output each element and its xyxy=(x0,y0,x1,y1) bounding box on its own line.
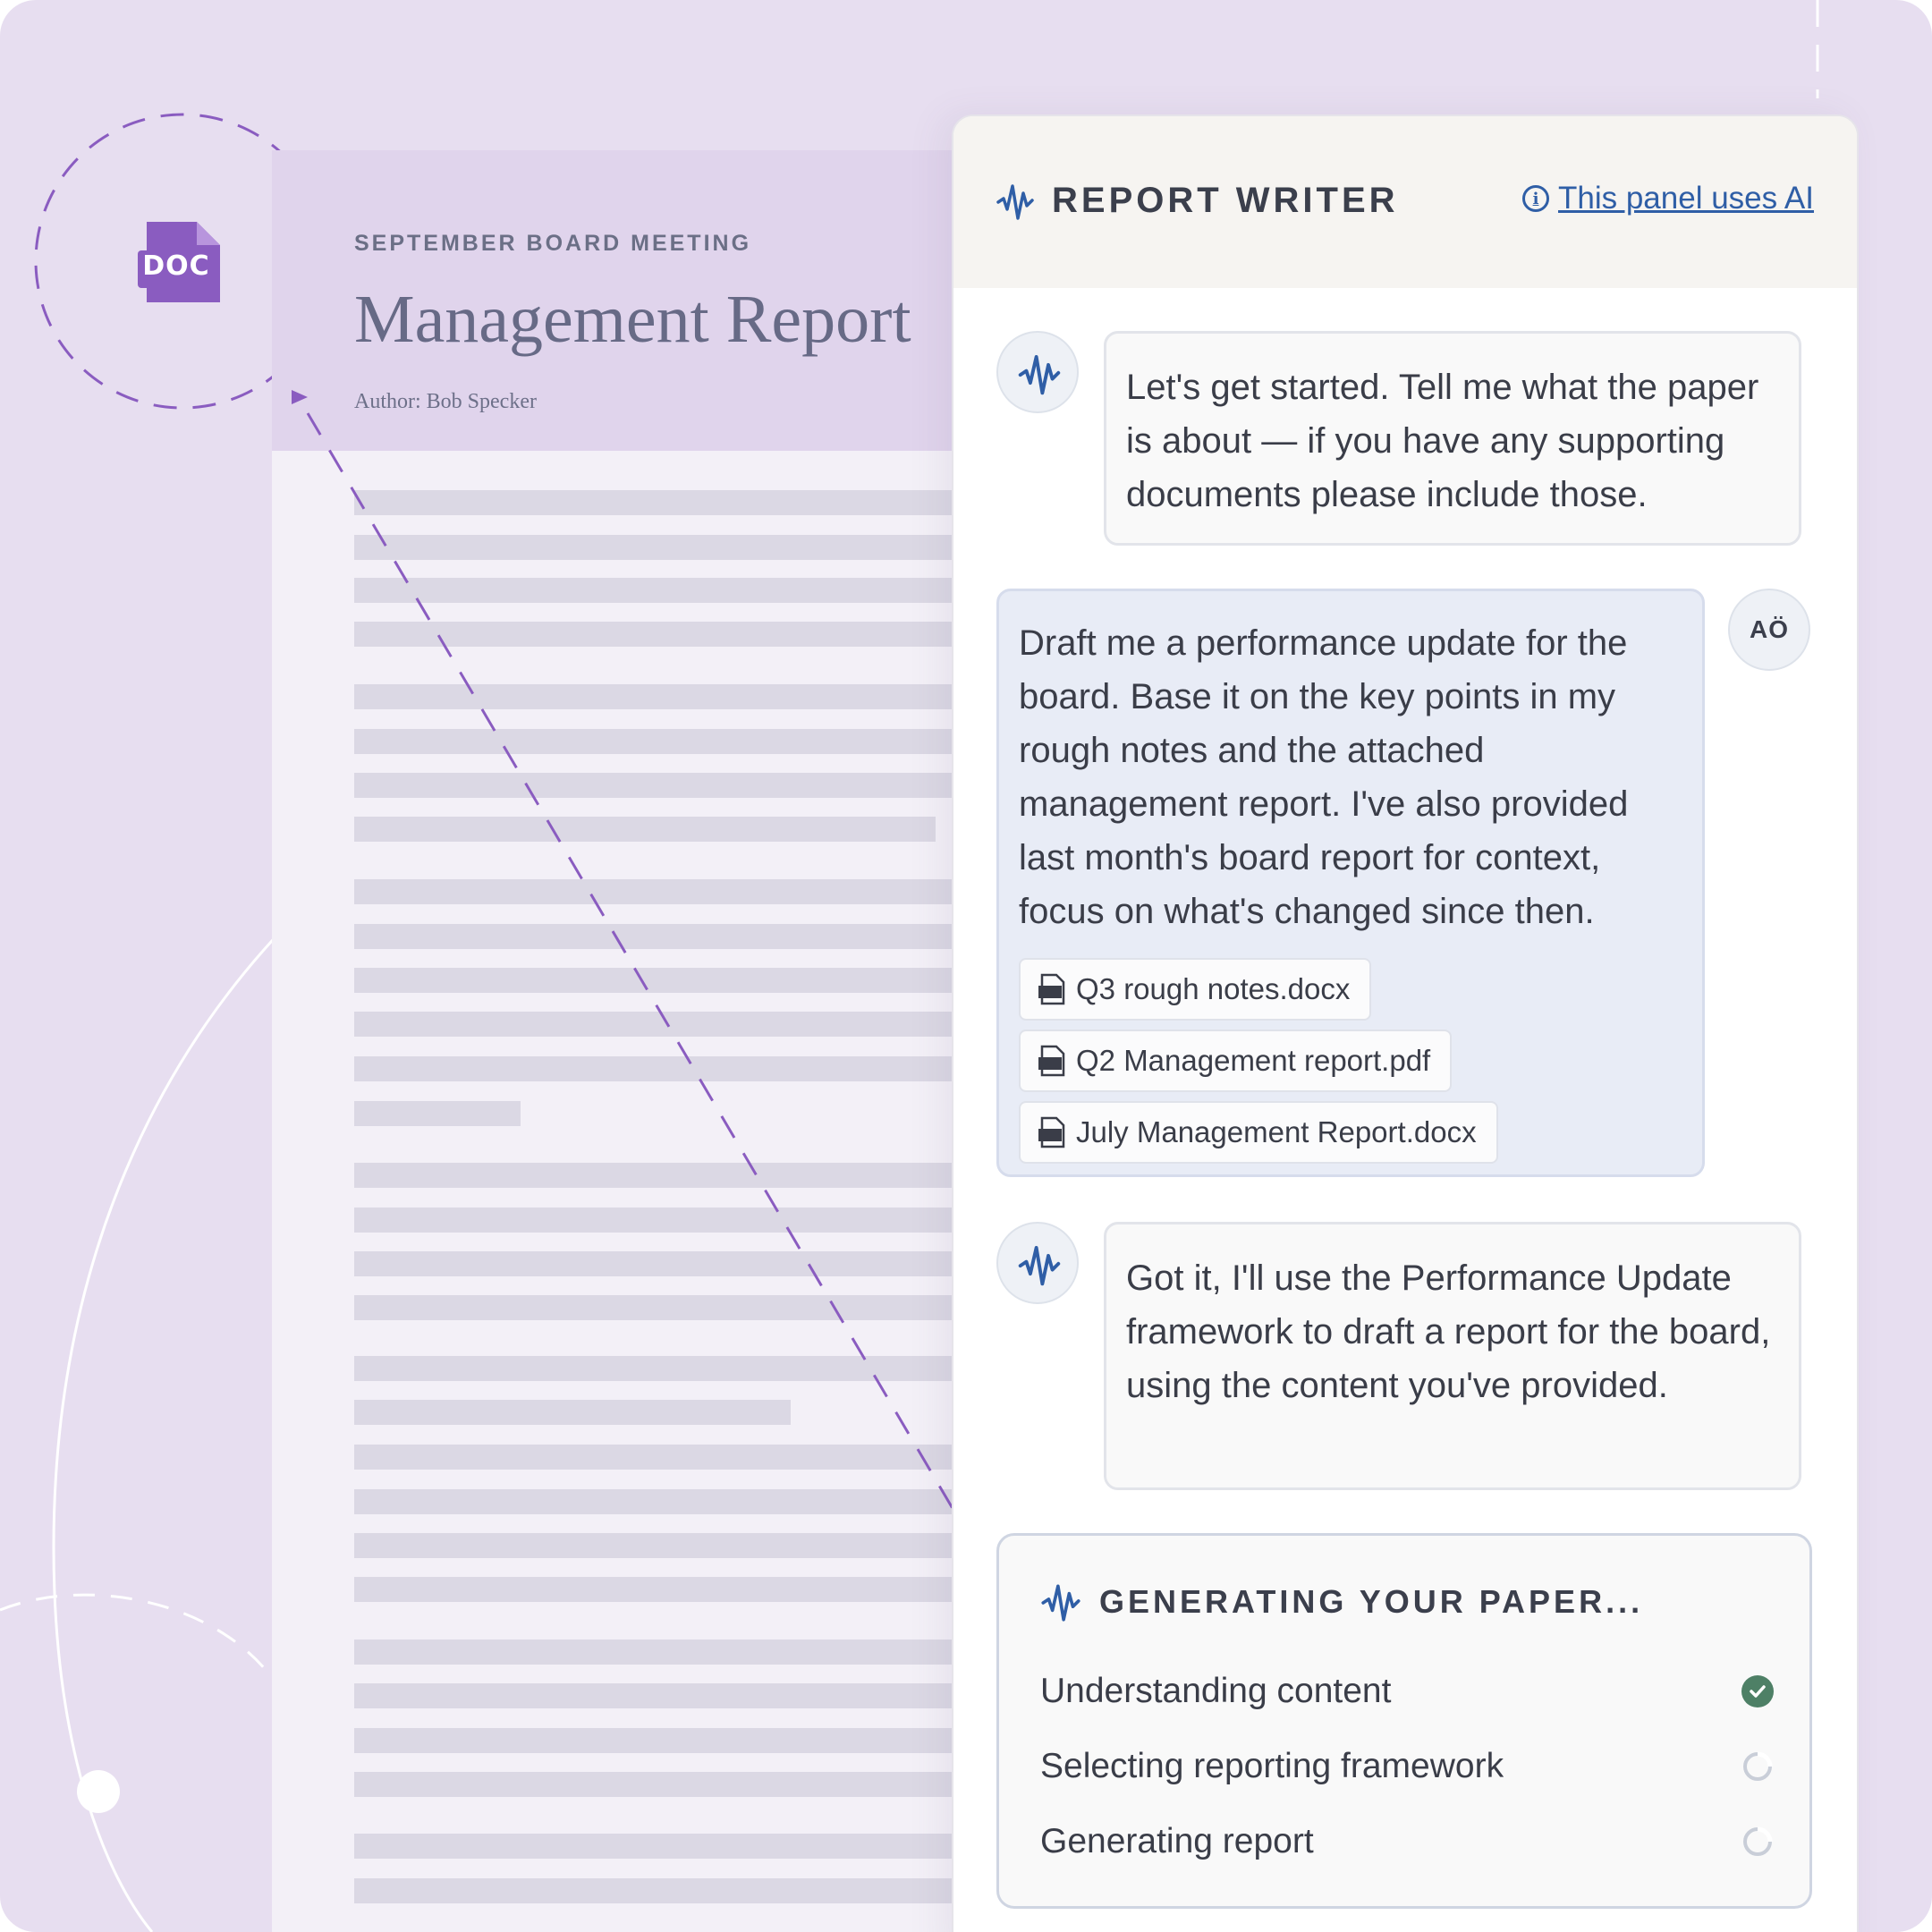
text-line xyxy=(354,817,936,842)
text-line xyxy=(354,1772,962,1797)
text-line xyxy=(354,578,962,603)
attachment-list xyxy=(1019,958,1682,1164)
text-line xyxy=(354,968,962,993)
ai-notice-link[interactable] xyxy=(1522,181,1814,216)
text-line xyxy=(354,1400,791,1425)
ai-notice-label: This panel uses AI xyxy=(1558,181,1814,216)
text-line xyxy=(354,1101,521,1126)
progress-step-label: Understanding content xyxy=(1040,1672,1392,1710)
text-line xyxy=(354,1728,962,1753)
text-line xyxy=(354,1295,962,1320)
loading-spinner-icon xyxy=(1741,1750,1774,1783)
text-line xyxy=(354,1640,962,1665)
waveform-icon xyxy=(1040,1579,1081,1625)
attachment-chip[interactable] xyxy=(1019,958,1371,1021)
progress-step-label: Selecting reporting framework xyxy=(1040,1747,1504,1785)
text-line xyxy=(354,1533,962,1558)
loading-spinner-icon xyxy=(1741,1826,1774,1858)
text-line xyxy=(354,622,962,647)
text-line xyxy=(354,1489,962,1514)
progress-step-label: Generating report xyxy=(1040,1822,1314,1860)
panel-header xyxy=(953,116,1857,288)
progress-step xyxy=(1040,1815,1774,1868)
user-message-text: Draft me a performance update for the board. Base it on the key points in my rough notes and the attached management report. I've also provided last month's board report for context, focus on what's changed since then. xyxy=(1019,623,1629,931)
pdf-file-icon xyxy=(1038,1116,1065,1148)
text-line xyxy=(354,729,962,754)
text-line xyxy=(354,1208,962,1233)
attachment-name: July Management Report.docx xyxy=(1076,1115,1477,1148)
user-message xyxy=(996,589,1705,1177)
user-avatar: AÖ xyxy=(1728,589,1810,671)
text-line xyxy=(354,1683,962,1708)
report-writer-panel xyxy=(952,114,1859,1932)
waveform-icon xyxy=(1018,1240,1061,1290)
document-page xyxy=(272,150,952,1932)
arc-dot xyxy=(77,1770,120,1813)
progress-header xyxy=(1040,1579,1643,1625)
text-line xyxy=(354,1163,962,1188)
waveform-icon xyxy=(1018,349,1061,399)
attachment-chip[interactable] xyxy=(1019,1101,1498,1164)
attachment-chip[interactable] xyxy=(1019,1030,1452,1092)
progress-title: GENERATING YOUR PAPER... xyxy=(1099,1583,1644,1620)
dashed-arc xyxy=(0,1595,305,1932)
text-line xyxy=(354,684,962,709)
text-line xyxy=(354,1878,962,1903)
document-eyebrow: SEPTEMBER BOARD MEETING xyxy=(354,231,752,256)
doc-file-icon xyxy=(1038,973,1065,1005)
attachment-name: Q3 rough notes.docx xyxy=(1076,972,1351,1005)
text-line xyxy=(354,1056,962,1081)
text-line xyxy=(354,535,962,560)
doc-badge-label: DOC xyxy=(142,250,210,282)
assistant-message: Let's get started. Tell me what the paper is about — if you have any supporting documents please include those. xyxy=(1104,331,1801,546)
text-line xyxy=(354,1445,962,1470)
pdf-file-icon xyxy=(1038,1045,1065,1077)
text-line xyxy=(354,490,962,515)
info-icon: i xyxy=(1522,185,1549,212)
text-line xyxy=(354,879,962,904)
progress-step xyxy=(1040,1740,1774,1793)
text-line xyxy=(354,773,962,798)
document-author: Author: Bob Specker xyxy=(354,390,537,413)
text-line xyxy=(354,1251,962,1276)
generation-progress-card xyxy=(996,1533,1812,1909)
text-line xyxy=(354,924,962,949)
attachment-name: Q2 Management report.pdf xyxy=(1076,1044,1431,1077)
text-line xyxy=(354,1356,962,1381)
text-line xyxy=(354,1012,962,1037)
text-line xyxy=(354,1577,962,1602)
panel-title: REPORT WRITER xyxy=(1052,181,1399,220)
assistant-avatar xyxy=(996,1222,1079,1304)
checkmark-icon xyxy=(1741,1675,1774,1707)
assistant-message: Got it, I'll use the Performance Update framework to draft a report for the board, using the content you've provided. xyxy=(1104,1222,1801,1490)
document-title: Management Report xyxy=(354,282,911,357)
waveform-icon xyxy=(996,179,1034,224)
assistant-avatar xyxy=(996,331,1079,413)
text-line xyxy=(354,1834,962,1859)
progress-step xyxy=(1040,1665,1774,1718)
